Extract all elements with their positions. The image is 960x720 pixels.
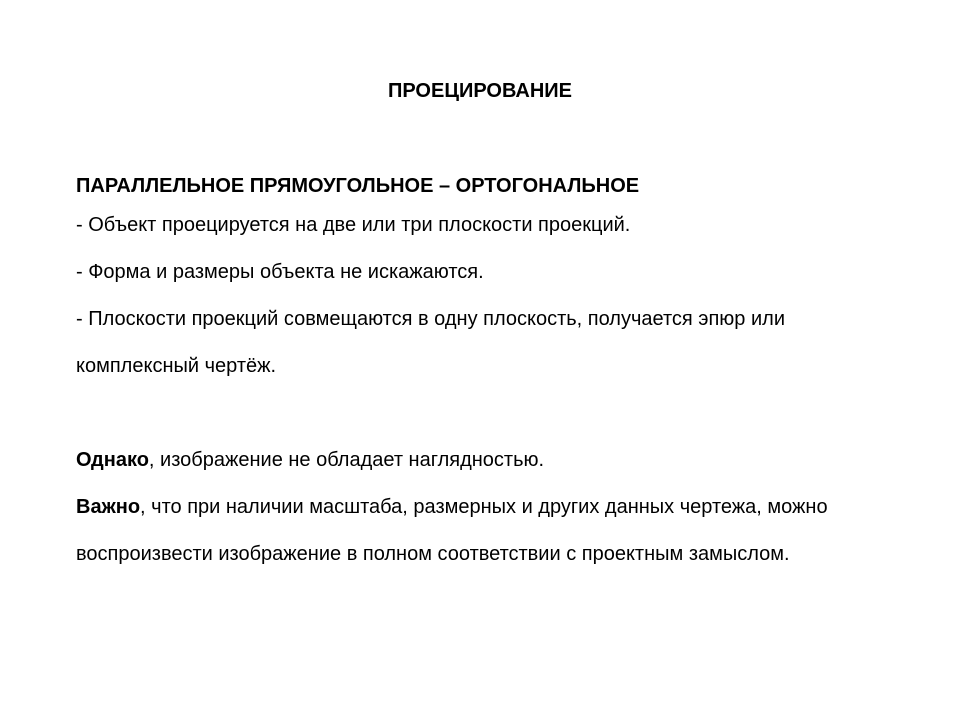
slide-title: ПРОЕЦИРОВАНИЕ <box>387 80 572 102</box>
note-important-text: , что при наличии масштаба, размерных и других данных чертежа, можно воспроизвести изображение в полном соответствии с проектным замыслом. <box>76 496 828 565</box>
slide-content <box>76 170 906 578</box>
spacer <box>76 390 906 437</box>
note-important-bold: Важно <box>76 496 141 518</box>
note-however-text: , изображение не обладает наглядностью. <box>148 449 545 471</box>
bullet-item: - Объект проецируется на две или три плоскости проекций. <box>76 214 631 236</box>
note-however <box>76 437 906 484</box>
section-heading: ПАРАЛЛЕЛЬНОЕ ПРЯМОУГОЛЬНОЕ – ОРТОГОНАЛЬНОЕ <box>76 175 640 197</box>
note-important <box>76 484 906 578</box>
bullet-item: - Форма и размеры объекта не искажаются. <box>76 261 484 283</box>
bullet-item: - Плоскости проекций совмещаются в одну плоскость, получается эпюр или комплексный чертёж. <box>76 308 785 377</box>
note-however-bold: Однако <box>76 449 149 471</box>
